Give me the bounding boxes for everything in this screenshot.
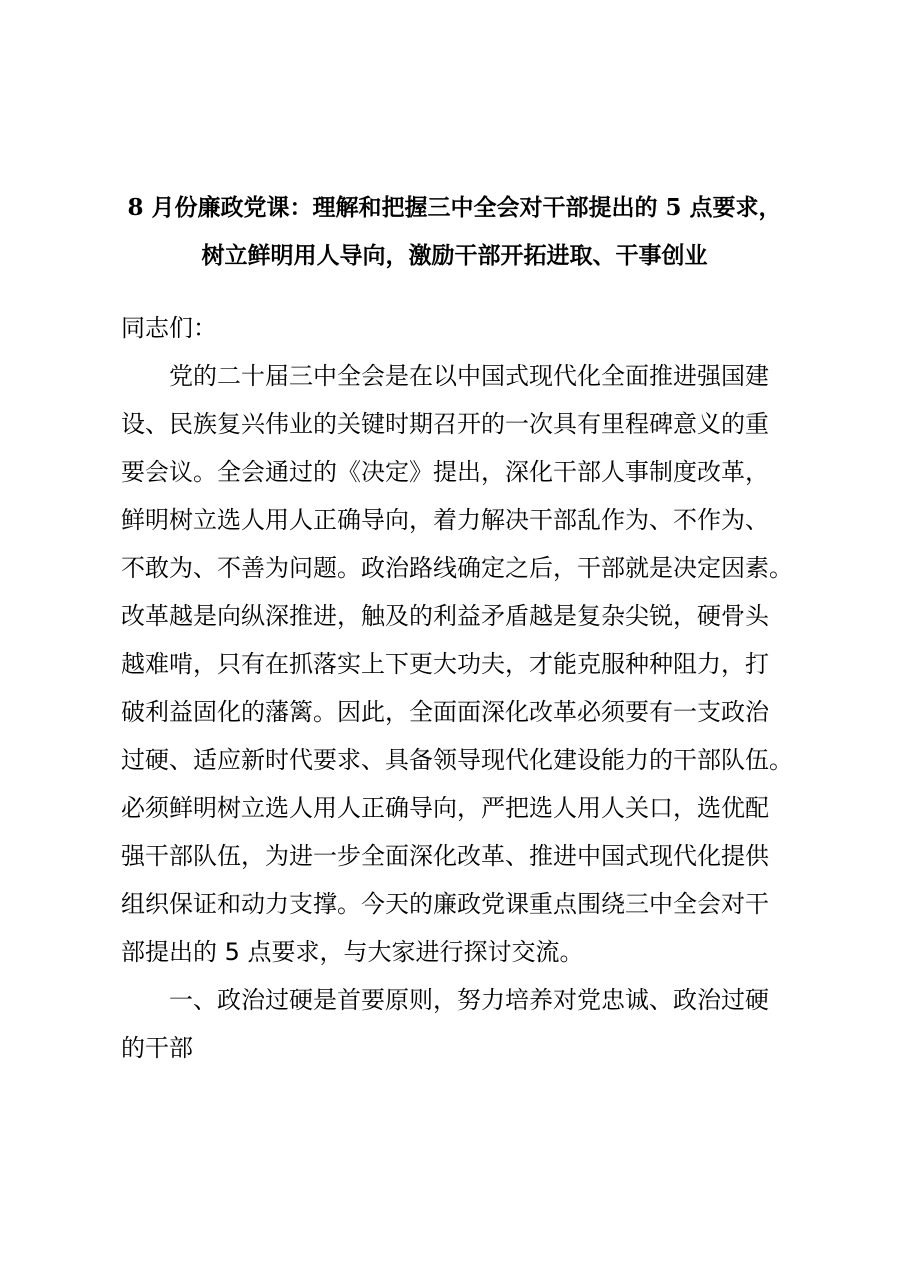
paragraph-1-line: 改革越是向纵深推进，触及的利益矛盾越是复杂尖锐，硬骨头 xyxy=(121,602,769,630)
paragraph-1-line: 设、民族复兴伟业的关键时期召开的一次具有里程碑意义的重 xyxy=(121,410,769,438)
document-title-line-1: 8 月份廉政党课：理解和把握三中全会对干部提出的 5 点要求， xyxy=(127,194,782,221)
paragraph-1-line: 鲜明树立选人用人正确导向，着力解决干部乱作为、不作为、 xyxy=(121,506,769,534)
paragraph-1-line: 越难啃，只有在抓落实上下更大功夫，才能克服种种阻力，打 xyxy=(121,650,769,678)
paragraph-1-line: 破利益固化的藩篱。因此，全面面深化改革必须要有一支政治 xyxy=(121,698,769,726)
paragraph-1-line: 组织保证和动力支撑。今天的廉政党课重点围绕三中全会对干 xyxy=(121,890,769,918)
paragraph-1-line: 必须鲜明树立选人用人正确导向，严把选人用人关口，选优配 xyxy=(121,794,769,822)
body-text xyxy=(121,352,791,1072)
paragraph-1-line: 部提出的 5 点要求，与大家进行探讨交流。 xyxy=(121,938,584,966)
document-title-line-2: 树立鲜明用人导向，激励干部开拓进取、干事创业 xyxy=(201,242,708,269)
paragraph-1-line: 要会议。全会通过的《决定》提出，深化干部人事制度改革， xyxy=(121,458,769,486)
section-heading-1-line: 的干部 xyxy=(121,1034,193,1062)
section-heading-1-line: 一、政治过硬是首要原则，努力培养对党忠诚、政治过硬 xyxy=(169,986,769,1014)
salutation: 同志们： xyxy=(121,314,217,342)
paragraph-1-line: 不敢为、不善为问题。政治路线确定之后，干部就是决定因素。 xyxy=(121,554,793,582)
paragraph-1-line: 党的二十届三中全会是在以中国式现代化全面推进强国建 xyxy=(169,362,769,390)
paragraph-1-line: 过硬、适应新时代要求、具备领导现代化建设能力的干部队伍。 xyxy=(121,746,793,774)
paragraph-1-line: 强干部队伍，为进一步全面深化改革、推进中国式现代化提供 xyxy=(121,842,769,870)
